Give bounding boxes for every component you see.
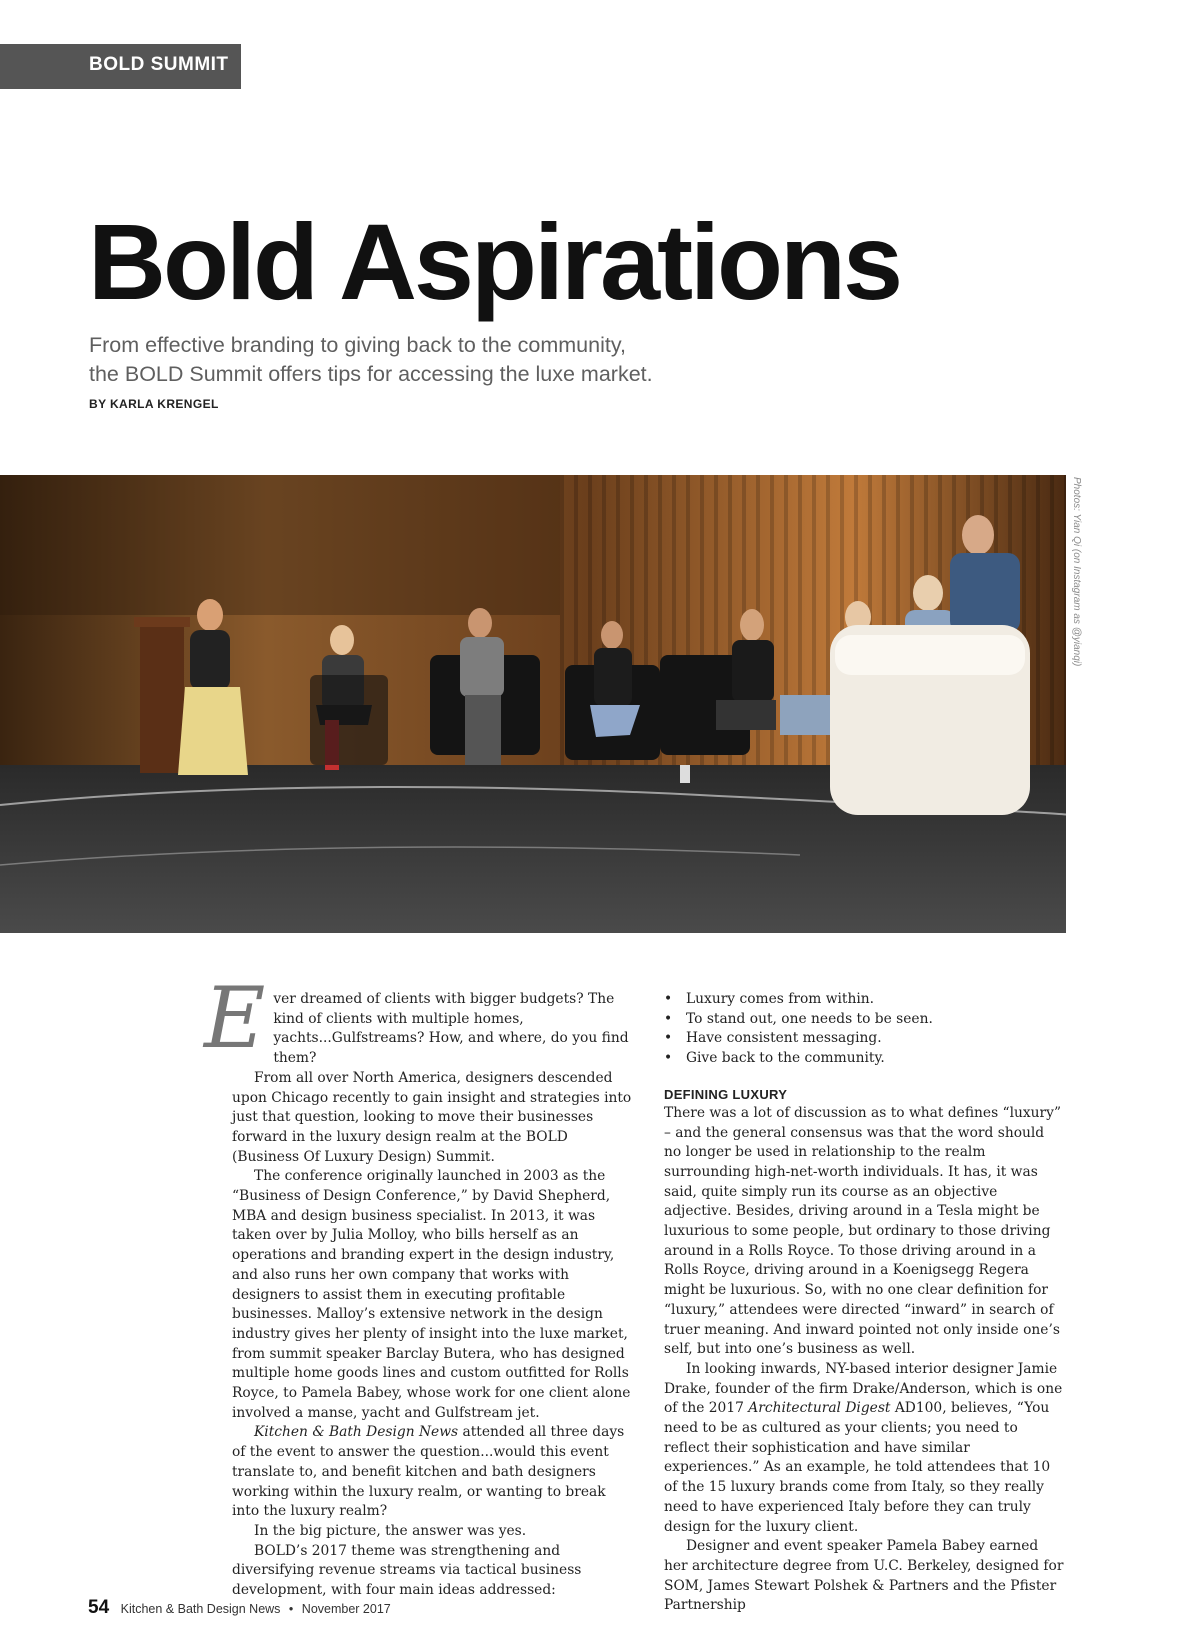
list-item: • Luxury comes from within. <box>664 990 1064 1010</box>
body-paragraph-3: The conference originally launched in 2003 as the “Business of Design Conference,” by David Shepherd, MBA and design business specialist. In 2013, it was taken over by Julia Molloy, who bills herself as an operations and branding expert in the design industry, and also runs her own company that works with designers to assist them in executing profitable businesses. Malloy’s extensive network in the design industry gives her plenty of insight into the luxe market, from summit speaker Barclay Butera, who has designed multiple home goods lines and custom outfitted for Rolls Royce, to Pamela Babey, whose work for one client alone involved a manse, yacht and Gulfstream jet. <box>232 1168 631 1421</box>
article-title: Bold Aspirations <box>88 201 901 322</box>
body-paragraph-7: There was a lot of discussion as to what defines “luxury” – and the general consensus was that the word should no longer be used in relationship to the realm surrounding high-net-worth individuals. It has, it was said, quite simply run its course as an objective adjective. Besides, driving around in a Tesla might be luxurious to some people, but ordinary to those driving around in a Rolls Royce. To those driving around in a Rolls Royce, driving around in a Koenigsegg Regera might be luxurious. So, with no one clear definition for “luxury,” attendees were directed “inward” in search of truer meaning. And inward pointed not only inside one’s self, but into one’s business as well. <box>664 1104 1062 1358</box>
photo-credit-column <box>1068 477 1084 667</box>
body-paragraph-9: Designer and event speaker Pamela Babey earned her architecture degree from U.C. Berkeley, designed for SOM, James Stewart Polshek & Partners and the Pfister Partnership <box>664 1538 1064 1614</box>
body-paragraph-1-text: ver dreamed of clients with bigger budgets? The kind of clients with multiple homes, yachts...Gulfstreams? How, and where, do you find them? <box>273 991 629 1067</box>
deck-line-1: From effective branding to giving back to the community, <box>89 333 626 357</box>
panel-photo <box>0 475 1066 933</box>
page-number: 54 <box>88 1597 110 1618</box>
publication-name-italic: Kitchen & Bath Design News <box>254 1424 459 1441</box>
main-ideas-list <box>664 990 1064 1069</box>
body-paragraph-8 <box>664 1360 1064 1537</box>
body-column-right <box>664 990 1064 1616</box>
body-paragraph-8-a: In looking inwards, NY-based interior designer Jamie Drake, founder of the firm Drake/Anderson, which is one of the 2017 <box>664 1360 1063 1417</box>
list-item: • Give back to the community. <box>664 1049 1064 1069</box>
drop-cap: E <box>204 969 266 1067</box>
footer-separator: • <box>288 1602 294 1616</box>
deck-line-2: the BOLD Summit offers tips for accessing the luxe market. <box>89 362 653 386</box>
footer-date: November 2017 <box>301 1602 391 1616</box>
article-deck <box>89 331 729 389</box>
list-item: • To stand out, one needs to be seen. <box>664 1010 1064 1030</box>
magazine-name-italic: Architectural Digest <box>748 1400 891 1417</box>
panel-photo-illustration <box>0 475 1066 933</box>
subhead-defining-luxury: DEFINING LUXURY <box>664 1086 788 1102</box>
footer-publication: Kitchen & Bath Design News <box>120 1602 281 1616</box>
body-paragraph-8-b: AD100, believes, “You need to be as cultured as your clients; you need to reflect their sophistication and have similar experiences.” As an example, he told attendees that 10 of the 15 luxury brands come from Italy, so they really need to have experienced Italy before they can truly design for the luxury client. <box>664 1400 1051 1535</box>
body-column-left <box>204 969 632 1601</box>
body-paragraph-4-text: attended all three days of the event to answer the question...would this event translate to, and benefit kitchen and bath designers working within the luxury realm, or wanting to break into the luxury realm? <box>232 1424 625 1520</box>
page-footer <box>88 1597 391 1619</box>
section-label: BOLD SUMMIT <box>89 54 229 75</box>
body-paragraph-2: From all over North America, designers descended upon Chicago recently to gain insight and strategies into just that question, looking to move their businesses forward in the luxury design realm at the BOLD (Business Of Luxury Design) Summit. <box>232 1069 632 1165</box>
body-paragraph-4 <box>232 1423 632 1522</box>
section-tab <box>0 44 241 89</box>
body-paragraph-5: In the big picture, the answer was yes. <box>254 1522 527 1539</box>
body-paragraph-6: BOLD’s 2017 theme was strengthening and diversifying revenue streams via tactical business development, with four main ideas addressed: <box>232 1542 582 1599</box>
list-item: • Have consistent messaging. <box>664 1029 1064 1049</box>
byline: BY KARLA KRENGEL <box>89 397 219 411</box>
photo-credit: Photos: Yian Qi (on Instagram as @yianqi) <box>1071 477 1082 667</box>
body-paragraph-1 <box>204 969 632 1069</box>
